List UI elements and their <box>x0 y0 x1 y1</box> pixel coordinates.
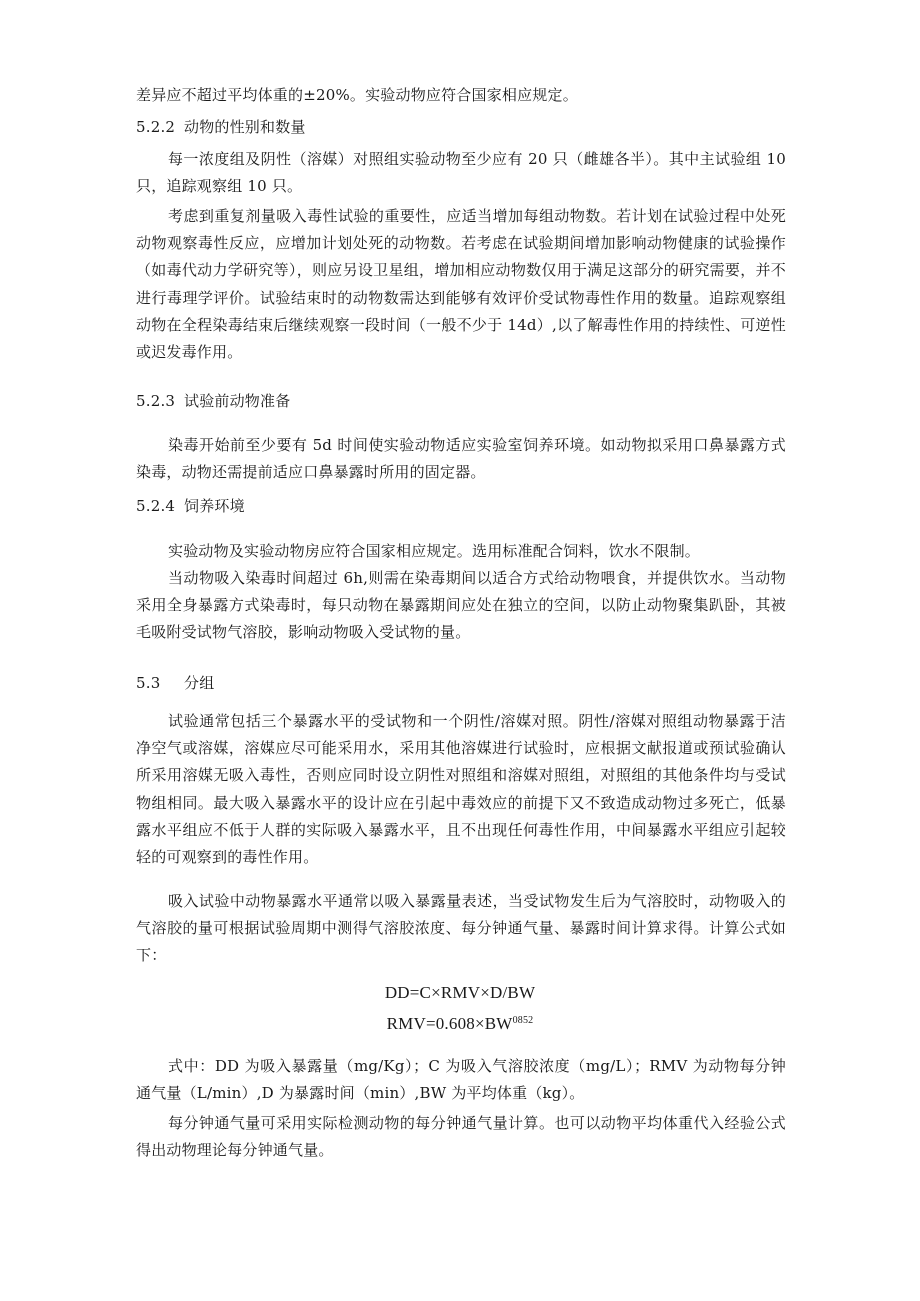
paragraph-housing: 实验动物及实验动物房应符合国家相应规定。选用标准配合饲料，饮水不限制。 <box>168 542 701 560</box>
paragraph-animal-count: 每一浓度组及阴性（溶媒）对照组实验动物至少应有 20 只（雌雄各半）。其中主试验组 10 只，追踪观察组 10 只。 <box>136 150 786 196</box>
section-number: 5.3 <box>136 674 161 692</box>
heading-5-3 <box>136 670 786 697</box>
paragraph-ventilation: 每分钟通气量可采用实际检测动物的每分钟通气量计算。也可以动物平均体重代入经验公式得出动物理论每分钟通气量。 <box>136 1114 786 1160</box>
section-title: 饲养环境 <box>184 497 245 515</box>
section-title: 试验前动物准备 <box>184 392 291 410</box>
paragraph-grouping: 试验通常包括三个暴露水平的受试物和一个阴性/溶媒对照。阴性/溶媒对照组动物暴露于洁净空气或溶媒，溶媒应尽可能采用水，采用其他溶媒进行试验时，应根据文献报道或预试验确认所采用溶媒无吸入毒性，否则应同时设立阴性对照组和溶媒对照组，对照组的其他条件均与受试物组相同。最大吸入暴露水平的设计应在引起中毒效应的前提下又不致造成动物过多死亡，低暴露水平组应不低于人群的实际吸入暴露水平，且不出现任何毒性作用，中间暴露水平组应引起较轻的可观察到的毒性作用。 <box>136 712 786 867</box>
paragraph-animal-count-detail: 考虑到重复剂量吸入毒性试验的重要性，应适当增加每组动物数。若计划在试验过程中处死动物观察毒性反应，应增加计划处死的动物数。若考虑在试验期间增加影响动物健康的试验操作（如毒代动力学研究等），则应另设卫星组，增加相应动物数仅用于满足这部分的研究需要，并不进行毒理学评价。试验结束时的动物数需达到能够有效评价受试物毒性作用的数量。追踪观察组动物在全程染毒结束后继续观察一段时间（一般不少于 14d）,以了解毒性作用的持续性、可逆性或迟发毒作用。 <box>136 207 786 362</box>
section-number: 5.2.4 <box>136 497 176 515</box>
formula-rmv-base: RMV=0.608×BW <box>386 1014 513 1033</box>
heading-5-2-2 <box>136 114 786 141</box>
paragraph-feeding: 当动物吸入染毒时间超过 6h,则需在染毒期间以适合方式给动物喂食，并提供饮水。当动物采用全身暴露方式染毒时，每只动物在暴露期间应处在独立的空间，以防止动物聚集趴卧，其被毛吸附受试物气溶胶，影响动物吸入受试物的量。 <box>136 569 786 642</box>
section-title: 动物的性别和数量 <box>184 118 306 136</box>
section-number: 5.2.3 <box>136 392 176 410</box>
formula-rmv <box>0 1014 920 1034</box>
section-title: 分组 <box>184 674 215 692</box>
formula-rmv-exponent: 0852 <box>512 1015 534 1026</box>
formula-dd: DD=C×RMV×D/BW <box>384 983 536 1002</box>
paragraph-continuation: 差异应不超过平均体重的±20%。实验动物应符合国家相应规定。 <box>136 86 578 104</box>
paragraph-formula-legend: 式中：DD 为吸入暴露量（mg/Kg）；C 为吸入气溶胶浓度（mg/L）；RMV 为动物每分钟通气量（L/min）,D 为暴露时间（min）,BW 为平均体重（kg）。 <box>136 1057 786 1103</box>
paragraph-exposure-dose: 吸入试验中动物暴露水平通常以吸入暴露量表述，当受试物发生后为气溶胶时，动物吸入的气溶胶的量可根据试验周期中测得气溶胶浓度、每分钟通气量、暴露时间计算求得。计算公式如下： <box>136 892 786 965</box>
heading-5-2-3 <box>136 388 786 415</box>
section-number: 5.2.2 <box>136 118 176 136</box>
heading-5-2-4 <box>136 493 786 520</box>
paragraph-animal-prep: 染毒开始前至少要有 5d 时间使实验动物适应实验室饲养环境。如动物拟采用口鼻暴露方式染毒，动物还需提前适应口鼻暴露时所用的固定器。 <box>136 436 786 482</box>
